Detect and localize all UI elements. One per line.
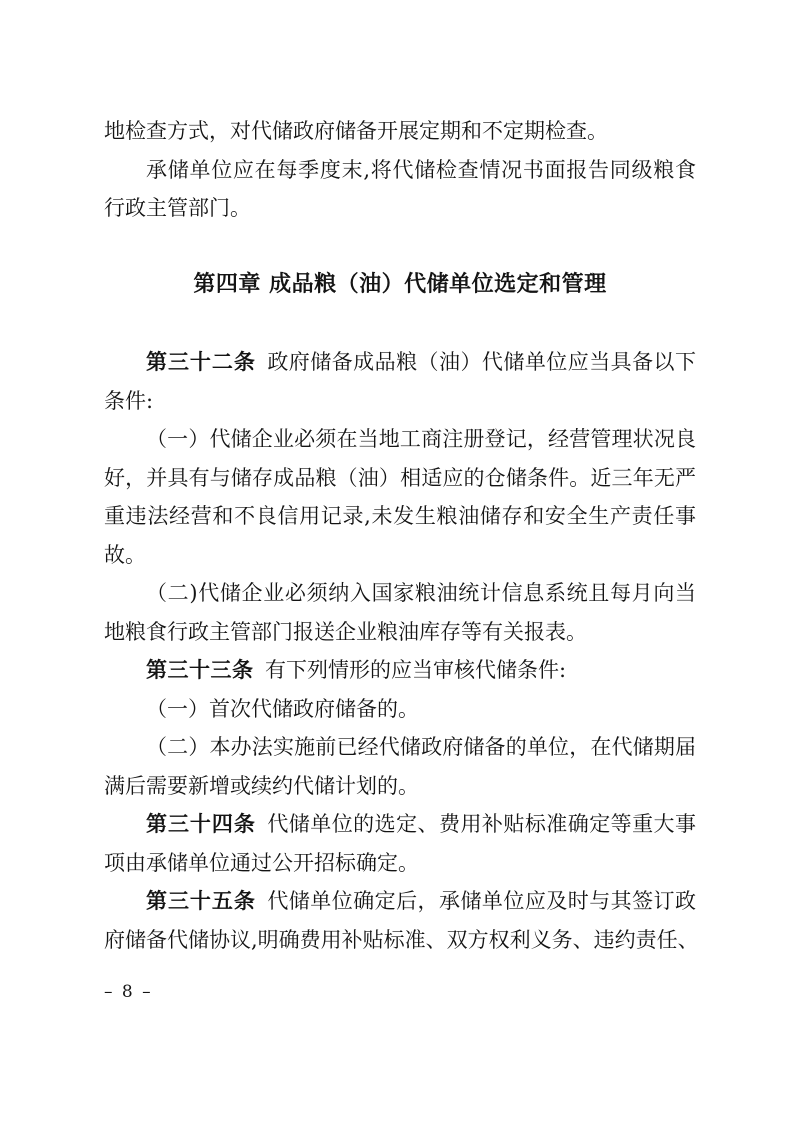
paragraph-line: （一）代储企业必须在当地工商注册登记，经营管理状况良: [146, 427, 696, 451]
article-number: 第三十三条: [146, 658, 254, 682]
article-number: 第三十五条: [146, 889, 256, 913]
paragraph-line: 地粮食行政主管部门报送企业粮油库存等有关报表。: [104, 619, 587, 644]
paragraph-line: 项由承储单位通过公开招标确定。: [104, 850, 419, 875]
paragraph-item-2: [104, 574, 696, 651]
paragraph-article-33: [104, 651, 696, 690]
paragraph-line: 满后需要新增或续约代储计划的。: [104, 773, 419, 798]
paragraph-line: [104, 651, 696, 690]
paragraph-line: [104, 343, 696, 382]
article-number: 第三十四条: [146, 812, 256, 836]
paragraph-line: 条件:: [104, 388, 154, 413]
paragraph-line: 故。: [104, 542, 146, 567]
document-body: [104, 112, 699, 959]
paragraph-item-1: [104, 420, 696, 574]
paragraph-text: 政府储备成品粮（油）代储单位应当具备以下: [267, 350, 697, 374]
paragraph-text: 有下列情形的应当审核代储条件:: [265, 658, 567, 682]
paragraph-line: [104, 882, 696, 921]
paragraph-item-2: [104, 728, 696, 805]
paragraph-line: 行政主管部门。: [104, 196, 251, 220]
paragraph-line: 重违法经营和不良信用记录,未发生粮油储存和安全生产责任事: [104, 504, 696, 528]
paragraph-line: 府储备代储协议,明确费用补贴标准、双方权利义务、违约责任、: [104, 927, 699, 952]
paragraph-line: 好，并具有与储存成品粮（油）相适应的仓储条件。近三年无严: [104, 465, 696, 490]
paragraph-line: [104, 805, 696, 844]
paragraph-article-34: [104, 805, 696, 882]
paragraph-article-32: [104, 343, 696, 420]
paragraph-article-35: [104, 882, 699, 959]
page-number: – 8 –: [104, 982, 153, 1002]
paragraph-line: （二)代储企业必须纳入国家粮油统计信息系统且每月向当: [146, 581, 696, 605]
paragraph-line: 承储单位应在每季度末,将代储检查情况书面报告同级粮食: [146, 157, 696, 182]
article-number: 第三十二条: [146, 350, 256, 374]
paragraph-line: （二）本办法实施前已经代储政府储备的单位，在代储期届: [146, 735, 696, 759]
paragraph-line: 地检查方式，对代储政府储备开展定期和不定期检查。: [104, 119, 608, 143]
paragraph-item-1: [104, 690, 696, 729]
chapter-heading: 第四章 成品粮（油）代储单位选定和管理: [193, 272, 607, 297]
paragraph: [104, 151, 696, 228]
paragraph: [104, 112, 696, 151]
paragraph-text: 代储单位的选定、费用补贴标准确定等重大事: [267, 812, 697, 836]
paragraph-text: 代储单位确定后，承储单位应及时与其签订政: [267, 889, 697, 913]
paragraph-line: （一）首次代储政府储备的。: [146, 696, 419, 721]
